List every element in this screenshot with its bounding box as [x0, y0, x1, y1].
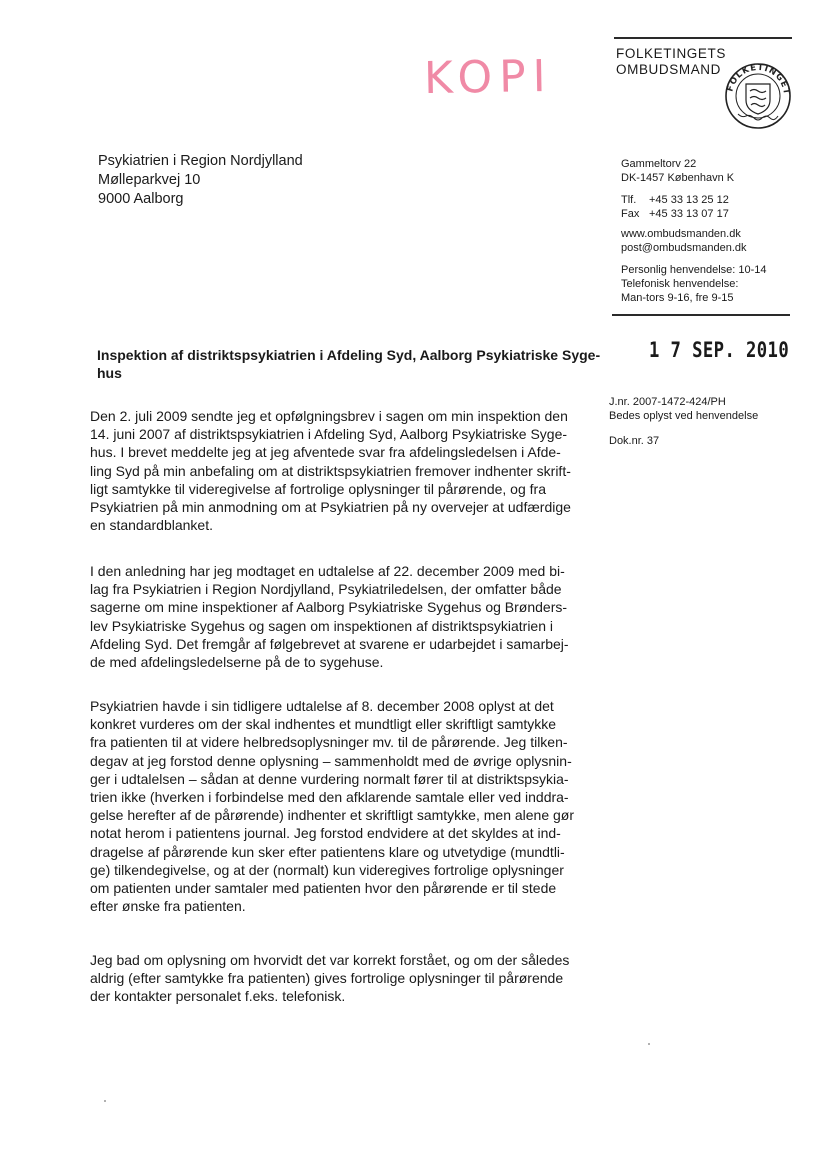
sender-city: DK-1457 København K	[621, 172, 735, 184]
phone-number: +45 33 13 25 12	[649, 194, 729, 206]
hours-line-1: Personlig henvendelse: 10-14	[621, 264, 767, 276]
header-top-rule	[614, 37, 792, 39]
recipient-name: Psykiatrien i Region Nordjylland	[98, 153, 303, 169]
subject-line-2: hus	[97, 365, 122, 381]
paragraph-line: lag fra Psykiatrien i Region Nordjylland, Psykiatriledelsen, der omfatter både	[90, 581, 562, 598]
sender-address	[621, 157, 734, 185]
paragraph-line: sagerne om mine inspektioner af Aalborg Psykiatriske Sygehus og Brønders-	[90, 599, 568, 616]
kopi-stamp: KOPI	[423, 50, 554, 105]
sender-street: Gammeltorv 22	[621, 158, 697, 170]
sender-fax	[621, 207, 729, 221]
sender-web: www.ombudsmanden.dk	[621, 228, 741, 240]
letter-subject	[97, 346, 607, 382]
paragraph-line: I den anledning har jeg modtaget en udtalelse af 22. december 2009 med bi-	[90, 563, 565, 579]
paragraph-line: ligt samtykke til videregivelse af fortrolige oplysninger til pårørende, og fra	[90, 480, 546, 497]
paragraph-line: Psykiatrien på min anmodning om at Psykiatrien på ny overvejer at udfærdige	[90, 499, 571, 516]
paragraph-line: trien ikke (hverken i forbindelse med den afklarende samtale eller ved inddra-	[90, 789, 569, 806]
paragraph-line: om patienten under samtaler med patienten hvor den pårørende er til stede	[90, 880, 557, 897]
paragraph-line: efter ønske fra patienten.	[90, 898, 246, 915]
recipient-address	[98, 152, 303, 209]
sidebar-divider-rule	[612, 314, 790, 316]
reference-block	[609, 395, 758, 423]
seal-text: FOLKETINGET	[725, 62, 792, 96]
body-paragraph-2	[90, 562, 578, 671]
paragraph-line: degav at jeg forstod denne oplysning – sammenholdt med de øvrige oplysnin-	[90, 752, 572, 769]
paragraph-line: fra patienten til at videre helbredsoplysninger mv. til de pårørende. Jeg tilken-	[90, 734, 568, 751]
paragraph-line: hus. I brevet meddelte jeg at jeg afventede svar fra afdelingsledelsen i Afde-	[90, 444, 561, 461]
paragraph-line: lev Psykiatriske Sygehus og sagen om inspektionen af distriktspsykiatrien i	[90, 617, 553, 634]
sender-online-block	[621, 227, 747, 255]
paragraph-line: der kontakter personalet f.eks. telefonisk.	[90, 988, 346, 1005]
paragraph-line: en standardblanket.	[90, 517, 213, 534]
paragraph-line: dragelse af pårørende kun sker efter patientens klare og utvetydige (mundtli-	[90, 843, 565, 860]
sender-email: post@ombudsmanden.dk	[621, 242, 747, 254]
org-line-1: FOLKETINGETS	[616, 46, 726, 61]
body-paragraph-4	[90, 951, 578, 1006]
paragraph-line: notat herom i patientens journal. Jeg forstod endvidere at det skyldes at ind-	[90, 825, 561, 842]
hours-line-3: Man-tors 9-16, fre 9-15	[621, 292, 734, 304]
sender-phone	[621, 193, 729, 207]
recipient-city: 9000 Aalborg	[98, 191, 184, 207]
paragraph-line: Psykiatrien havde i sin tidligere udtalelse af 8. december 2008 oplyst at det	[90, 698, 554, 714]
paragraph-line: konkret vurderes om der skal indhentes et mundtligt eller skriftligt samtykke	[90, 716, 557, 733]
org-line-2: OMBUDSMAND	[616, 62, 722, 77]
opening-hours	[621, 263, 767, 305]
date-stamp: 1 7 SEP. 2010	[649, 338, 790, 362]
paragraph-line: ling Syd på min anbefaling om at distriktspsykiatrien fremover indhenter skrift-	[90, 462, 571, 479]
fax-number: +45 33 13 07 17	[649, 208, 729, 220]
parliament-seal-icon	[724, 62, 792, 130]
paragraph-line: aldrig (efter samtykke fra patienten) gives fortrolige oplysninger til pårørende	[90, 970, 564, 987]
paragraph-line: ge) tilkendegivelse, og at der (normalt) kun videregives fortrolige oplysninger	[90, 861, 564, 878]
paragraph-line: de med afdelingsledelserne på de to sygehuse.	[90, 654, 384, 671]
subject-line-1: Inspektion af distriktspsykiatrien i Afdeling Syd, Aalborg Psykiatriske Syge-	[97, 347, 601, 363]
body-paragraph-3	[90, 697, 578, 915]
paragraph-line: Afdeling Syd. Det fremgår af følgebrevet at svarene er udarbejdet i samarbej-	[90, 635, 569, 652]
scan-speck	[104, 1100, 106, 1102]
body-paragraph-1	[90, 407, 578, 534]
hours-line-2: Telefonisk henvendelse:	[621, 278, 739, 290]
journal-number: J.nr. 2007-1472-424/PH	[609, 396, 726, 408]
fax-label: Fax	[621, 208, 640, 220]
recipient-street: Mølleparkvej 10	[98, 172, 201, 188]
paragraph-line: 14. juni 2007 af distriktspsykiatrien i Afdeling Syd, Aalborg Psykiatriske Syge-	[90, 426, 568, 443]
paragraph-line: Jeg bad om oplysning om hvorvidt det var korrekt forstået, og om der således	[90, 952, 570, 968]
organisation-name	[616, 46, 726, 78]
paragraph-line: gelse herefter af de pårørende) indhenter et skriftligt samtykke, men alene gør	[90, 807, 575, 824]
scan-speck	[648, 1043, 650, 1045]
paragraph-line: ger i udtalelsen – sådan at denne vurdering normalt fører til at distriktspsykia-	[90, 770, 569, 787]
document-number: Dok.nr. 37	[609, 435, 660, 447]
sender-phone-block	[621, 193, 729, 221]
phone-label: Tlf.	[621, 194, 637, 206]
reference-note: Bedes oplyst ved henvendelse	[609, 410, 759, 422]
paragraph-line: Den 2. juli 2009 sendte jeg et opfølgningsbrev i sagen om min inspektion den	[90, 408, 568, 424]
